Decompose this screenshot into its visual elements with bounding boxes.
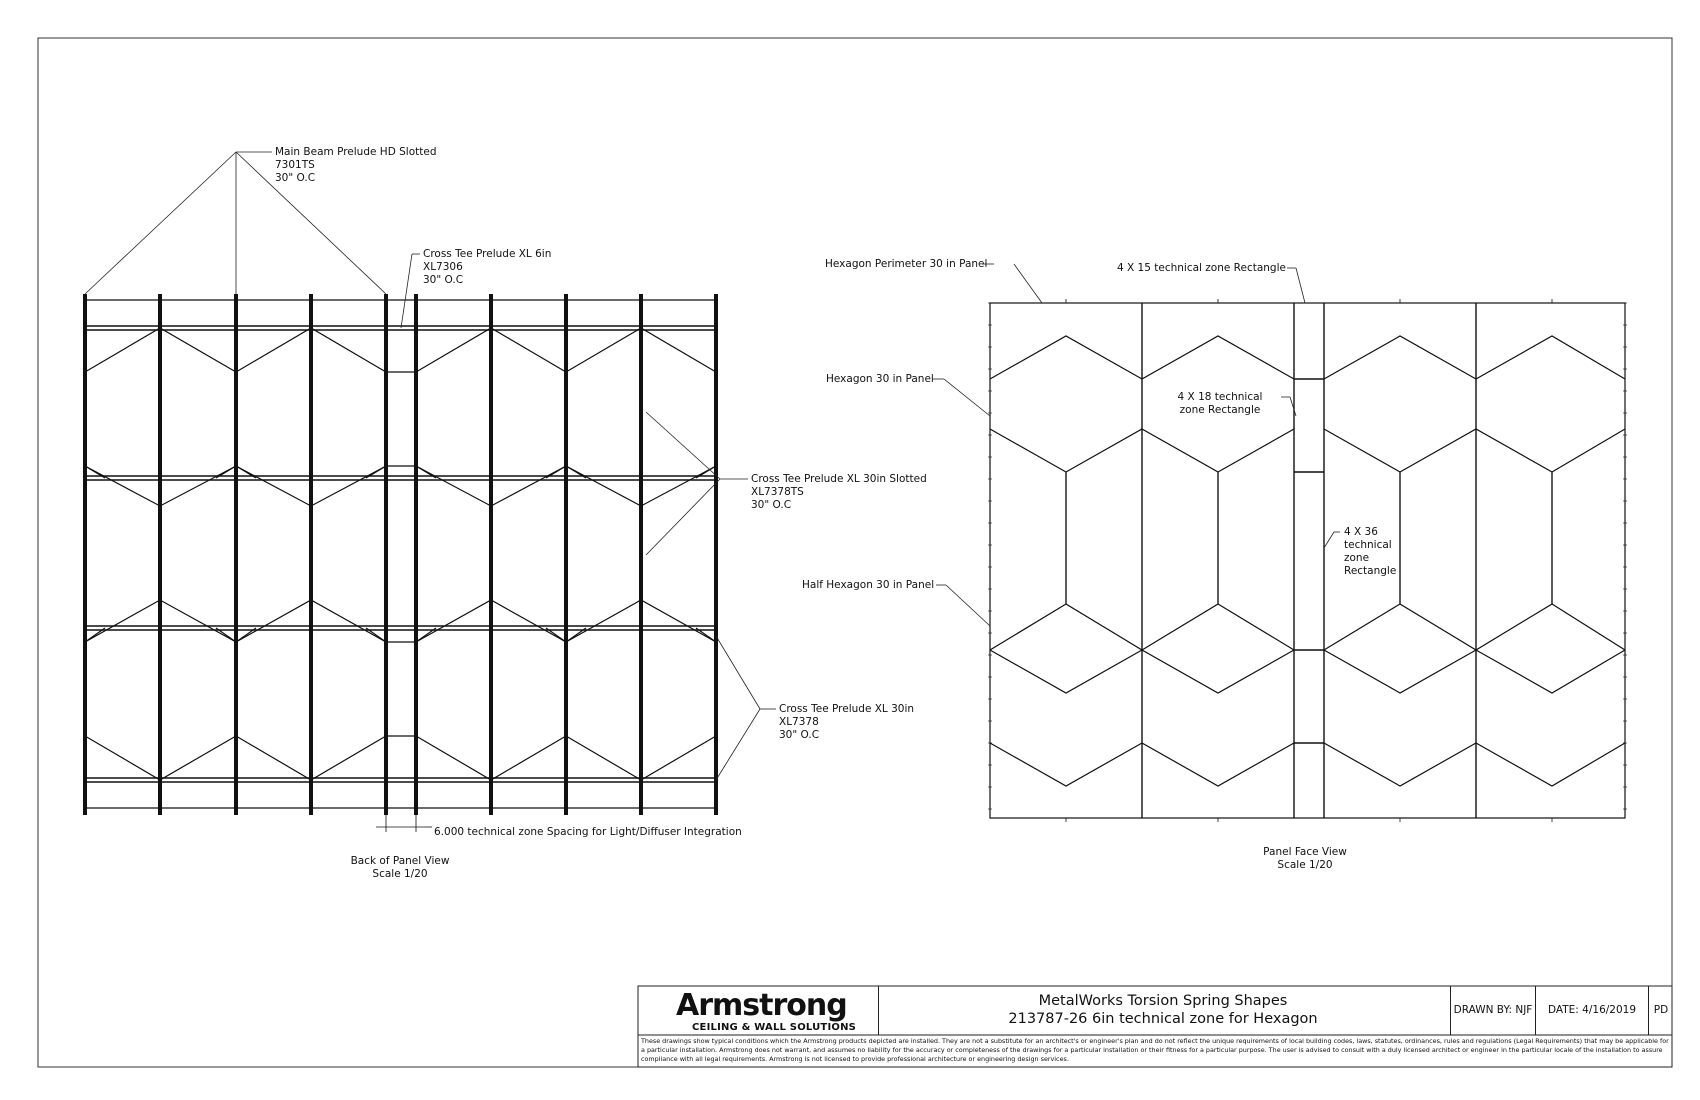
hexagon-edge — [1552, 604, 1625, 650]
hexagon-edge — [1552, 429, 1625, 472]
armstrong-logo: Armstrong — [676, 988, 847, 1023]
drawing-code: PD — [1648, 986, 1673, 1035]
caption-face-view: Panel Face View Scale 1/20 — [1263, 846, 1347, 871]
hexagon-edge — [1324, 743, 1476, 786]
panel-perimeter — [990, 303, 1625, 818]
leader-rect-36 — [1324, 532, 1334, 548]
sheet-border — [38, 38, 1672, 1067]
label-hexagon-perimeter: Hexagon Perimeter 30 in Panel — [825, 258, 988, 270]
label-cross-tee-30in-slotted: Cross Tee Prelude XL 30in Slotted XL7378TS 30" O.C — [751, 473, 927, 511]
main-beam — [639, 294, 643, 815]
title-line-2: 213787-26 6in technical zone for Hexagon — [1008, 1011, 1318, 1027]
label-hexagon-panel: Hexagon 30 in Panel — [826, 373, 934, 385]
leader-hexagon — [944, 379, 990, 416]
logo-tagline: CEILING & WALL SOLUTIONS — [692, 1022, 857, 1033]
drawing-date: DATE: 4/16/2019 — [1535, 986, 1648, 1035]
hexagon-edge — [1476, 743, 1625, 786]
hexagon-edge — [1218, 429, 1294, 472]
title-line-1: MetalWorks Torsion Spring Shapes — [1038, 993, 1288, 1009]
main-beam — [309, 294, 313, 815]
main-beam — [158, 294, 162, 815]
label-cross-tee-6in: Cross Tee Prelude XL 6in XL7306 30" O.C — [423, 248, 552, 286]
logo-cell — [638, 986, 879, 1035]
leader-cross-tee-6in — [401, 254, 412, 328]
hexagon-edge — [990, 604, 1066, 650]
leader-cross-tee-30 — [716, 636, 760, 709]
hexagon-edge — [1142, 336, 1294, 379]
label-technical-zone-spacing: 6.000 technical zone Spacing for Light/Diffuser Integration — [434, 826, 742, 838]
title-block — [638, 986, 1672, 1067]
drawing-title — [878, 992, 1448, 1028]
leader-cross-tee-slotted — [646, 479, 720, 555]
hexagon-edge — [1324, 429, 1400, 472]
hexagon-edge — [990, 743, 1142, 786]
hexagon-edge — [1218, 604, 1294, 650]
label-cross-tee-30in: Cross Tee Prelude XL 30in XL7378 30" O.C — [779, 703, 915, 741]
hexagon-edge — [1324, 336, 1476, 379]
drawn-by: DRAWN BY: NJF — [1450, 986, 1535, 1035]
hexagon-edge — [1324, 604, 1400, 650]
label-half-hexagon-panel: Half Hexagon 30 in Panel — [802, 579, 935, 591]
label-4x36-rectangle: 4 X 36 technical zone Rectangle — [1344, 526, 1397, 577]
back-of-panel-view — [83, 294, 718, 832]
leader-perimeter — [1014, 264, 1042, 303]
label-main-beam: Main Beam Prelude HD Slotted 7301TS 30" O.C — [275, 146, 437, 184]
hexagon-edge — [1476, 336, 1625, 379]
leader-cross-tee-slotted — [646, 412, 720, 479]
leader-rect-15 — [1296, 268, 1305, 303]
hexagon-edge — [1476, 650, 1625, 693]
hexagon-edge — [1142, 743, 1294, 786]
hexagon-edge — [1324, 650, 1476, 693]
hexagon-edge — [990, 429, 1066, 472]
hexagon-edge — [1142, 650, 1294, 693]
panel-face-view — [988, 299, 1627, 822]
leader-lines — [85, 152, 1340, 780]
disclaimer-text: These drawings show typical conditions which the Armstrong products depicted are installed. They are not a substitute for an architect's or engineer's plan and do not reflect the unique requirements of local building codes, laws, statutes, ordinances, rules and regulations (Legal Requirements) that may be applicable for a particular installation. Armstrong does not warrant, and assumes no liability for the accuracy or completeness of the drawings for a particular installation or their fitness for a particular purpose. The user is advised to consult with a duly licensed architect or engineer in the particular locale of the installation to assure compliance with all legal requirements. Armstrong is not licensed to provide professional architecture or engineering design services. — [641, 1037, 1669, 1063]
label-4x15-rectangle: 4 X 15 technical zone Rectangle — [1117, 262, 1286, 274]
hexagon-edge — [990, 336, 1142, 379]
caption-back-view: Back of Panel View Scale 1/20 — [350, 855, 450, 880]
leader-half-hexagon — [946, 585, 990, 626]
leader-cross-tee-30 — [716, 709, 760, 780]
leader-main-beam — [85, 152, 236, 294]
leader-rect-18 — [1290, 397, 1296, 416]
label-4x18-rectangle: 4 X 18 technical zone Rectangle — [1177, 391, 1263, 416]
hexagon-edge — [990, 650, 1142, 693]
main-beam — [489, 294, 493, 815]
